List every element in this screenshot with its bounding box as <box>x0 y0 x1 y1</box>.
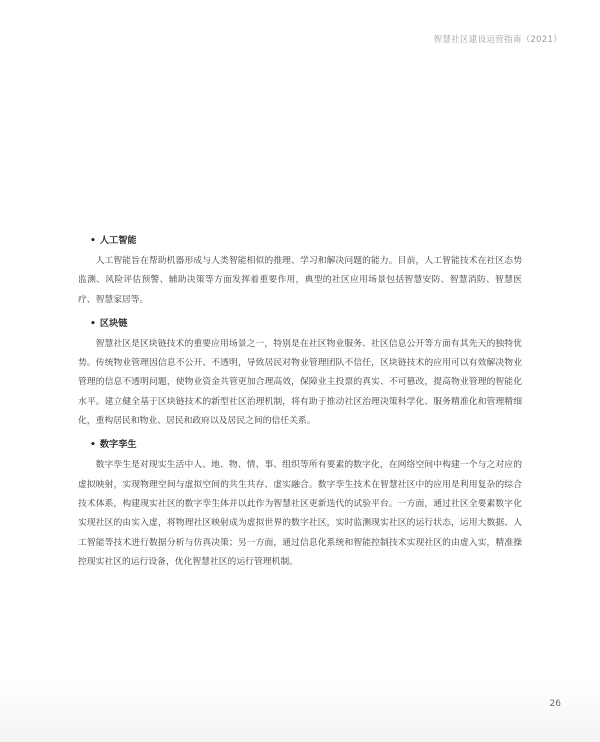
main-content <box>78 233 522 578</box>
section-blockchain <box>78 316 522 431</box>
bullet-icon: • <box>90 317 96 329</box>
section-paragraph-digital-twin: 数字孪生是对现实生活中人、地、物、情、事、组织等所有要素的数字化，在网络空间中构建一个与之对应的虚拟映射，实现物理空间与虚拟空间的共生共存、虚实融合。数字孪生技术在智慧社区中的应用是利用复杂的综合技术体系，构建现实社区的数字孪生体并以此作为智慧社区更新迭代的试验平台。一方面，通过社区全要素数字化实现社区的由实入虚，将物理社区映射成为虚拟世界的数字社区，实时监测现实社区的运行状态，运用大数据、人工智能等技术进行数据分析与仿真决策；另一方面，通过信息化系统和智能控制技术实现社区的由虚入实，精准操控现实社区的运行设备，优化智慧社区的运行管理机制。 <box>78 460 522 567</box>
section-ai <box>78 233 522 310</box>
section-heading-blockchain-label: 区块链 <box>99 317 128 329</box>
section-heading-ai <box>90 233 522 248</box>
bullet-icon: • <box>90 439 96 451</box>
section-paragraph-blockchain: 智慧社区是区块链技术的重要应用场景之一，特别是在社区物业服务、社区信息公开等方面有其先天的独特优势。传统物业管理因信息不公开、不透明，导致居民对物业管理团队不信任，区块链技术的应用可以有效解决物业管理的信息不透明问题，使物业资金共管更加合理高效，保障业主投票的真实、不可篡改，提高物业管理的智能化水平。建立健全基于区块链技术的新型社区治理机制，将有助于推动社区治理决策科学化、服务精准化和管理精细化，重构居民和物业、居民和政府以及居民之间的信任关系。 <box>78 338 522 427</box>
section-heading-blockchain <box>90 316 522 331</box>
page-number: 26 <box>549 699 561 709</box>
footer-band <box>0 680 600 742</box>
section-heading-digital-twin <box>90 437 522 452</box>
document-title-header: 智慧社区建设运营指南（2021） <box>433 35 562 45</box>
section-paragraph-ai: 人工智能旨在帮助机器形成与人类智能相似的推理、学习和解决问题的能力。目前，人工智能技术在社区态势监测、风险评估预警、辅助决策等方面发挥着重要作用，典型的社区应用场景包括智慧安防、智慧消防、智慧医疗、智慧家居等。 <box>78 256 522 305</box>
section-digital-twin <box>78 437 522 572</box>
section-heading-ai-label: 人工智能 <box>99 235 137 246</box>
section-heading-digital-twin-label: 数字孪生 <box>99 439 137 451</box>
bullet-icon: • <box>90 235 96 246</box>
